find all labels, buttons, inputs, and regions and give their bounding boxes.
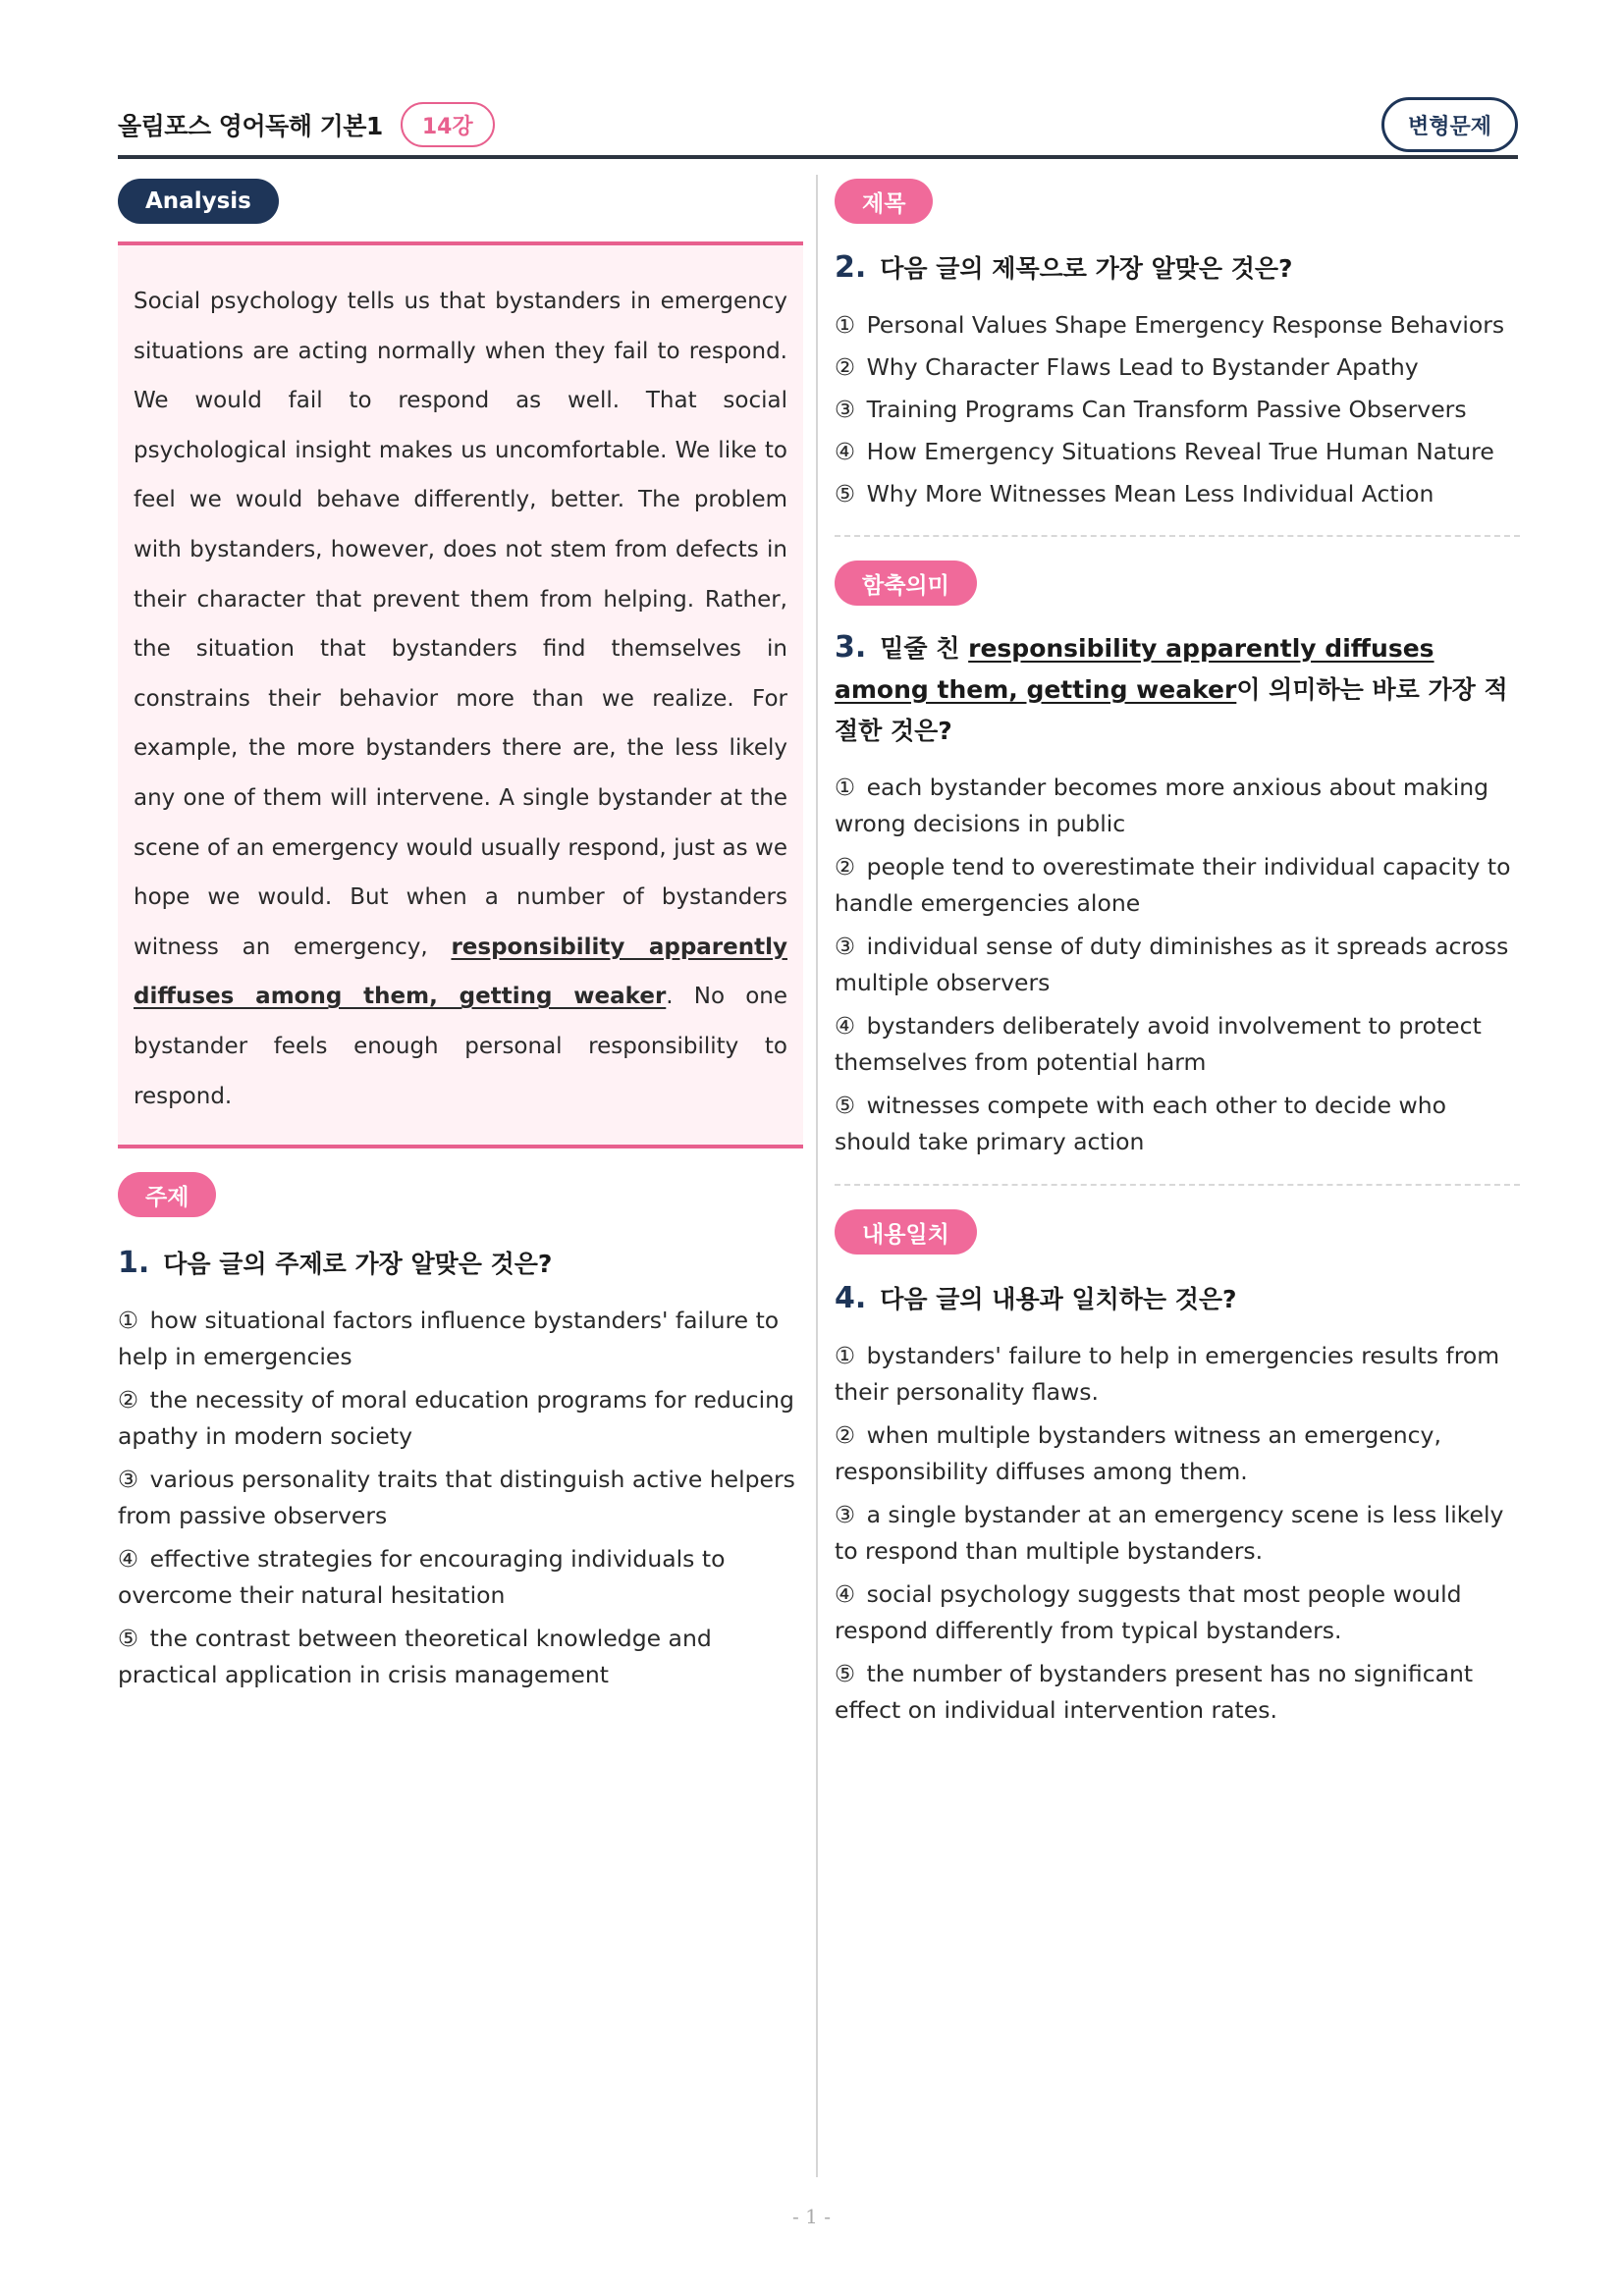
q2-option-5[interactable]	[835, 476, 1520, 511]
analysis-label: Analysis	[118, 179, 279, 224]
option-text: Personal Values Shape Emergency Response Behaviors	[866, 311, 1505, 339]
passage-before: Social psychology tells us that bystanders in emergency situations are acting normally when they fail to respond. We would fail to respond as well. That social psychological insight makes us uncomfortable. We like to feel we would behave differently, better. The problem with bystanders, however, does not stem from defects in their character that prevent them from helping. Rather, the situation that bystanders find themselves in constrains their behavior more than we realize. For example, the more bystanders there are, the less likely any one of them will intervene. A single bystander at the scene of an emergency would usually respond, just as we hope we would. But when a number of bystanders witness an emergency,	[134, 289, 787, 960]
q4-option-4[interactable]	[835, 1576, 1520, 1649]
passage-after: . No one bystander feels enough personal responsibility to respond.	[134, 984, 787, 1109]
q1-heading	[118, 1243, 803, 1285]
q1-option-4[interactable]	[118, 1541, 803, 1614]
option-mark: ④	[835, 1580, 856, 1608]
q3-option-1[interactable]	[835, 770, 1520, 842]
option-text: How Emergency Situations Reveal True Human Nature	[866, 438, 1494, 465]
q4-heading	[835, 1278, 1520, 1320]
option-text: each bystander becomes more anxious about making wrong decisions in public	[835, 774, 1489, 837]
option-text: Why More Witnesses Mean Less Individual Action	[866, 480, 1434, 507]
option-mark: ①	[835, 1342, 856, 1369]
q4-number: 4.	[835, 1281, 867, 1315]
option-mark: ②	[835, 853, 856, 881]
option-mark: ④	[835, 438, 856, 465]
type-badge: 변형문제	[1381, 97, 1518, 152]
option-mark: ①	[835, 774, 856, 801]
option-mark: ②	[835, 353, 856, 381]
option-text: when multiple bystanders witness an emergency, responsibility diffuses among them.	[835, 1421, 1441, 1485]
page-number: - 1 -	[792, 2205, 831, 2228]
q3-option-5[interactable]	[835, 1088, 1520, 1160]
option-mark: ③	[835, 933, 856, 960]
option-text: the contrast between theoretical knowledge and practical application in crisis management	[118, 1625, 712, 1689]
header-rule	[118, 155, 1518, 159]
q3-option-2[interactable]	[835, 849, 1520, 922]
right-column	[835, 179, 1520, 1735]
option-mark: ③	[835, 1501, 856, 1528]
q2-option-2[interactable]	[835, 349, 1520, 385]
q1-number: 1.	[118, 1246, 150, 1281]
book-title: 올림포스 영어독해 기본1	[118, 112, 383, 140]
q1-option-1[interactable]	[118, 1303, 803, 1375]
option-mark: ①	[835, 311, 856, 339]
q1-options	[118, 1303, 803, 1693]
lesson-badge: 14강	[401, 102, 495, 147]
q3-question-underlined: responsibility apparently diffuses among them, getting weaker	[835, 634, 1434, 704]
q3-question-suffix: 이 의미하는 바로 가장 적절한 것은?	[835, 675, 1508, 745]
q1-option-3[interactable]	[118, 1462, 803, 1534]
q3-tag: 함축의미	[835, 561, 977, 606]
option-text: the number of bystanders present has no significant effect on individual intervention rates.	[835, 1660, 1474, 1724]
q2-options	[835, 307, 1520, 511]
q1-option-5[interactable]	[118, 1621, 803, 1693]
option-text: bystanders' failure to help in emergencies results from their personality flaws.	[835, 1342, 1500, 1406]
option-text: how situational factors influence bystanders' failure to help in emergencies	[118, 1307, 780, 1371]
passage-text	[134, 277, 787, 1121]
option-text: Training Programs Can Transform Passive Observers	[866, 396, 1467, 423]
q2-option-1[interactable]	[835, 307, 1520, 343]
section-separator	[835, 1184, 1520, 1186]
question-3	[835, 561, 1520, 1160]
option-mark: ⑤	[835, 1660, 856, 1687]
option-mark: ④	[835, 1012, 856, 1040]
left-column	[118, 179, 803, 1700]
option-text: witnesses compete with each other to decide who should take primary action	[835, 1092, 1447, 1155]
q4-option-3[interactable]	[835, 1497, 1520, 1570]
question-1	[118, 1172, 803, 1693]
q3-heading	[835, 627, 1520, 752]
q2-number: 2.	[835, 250, 867, 285]
q2-tag: 제목	[835, 179, 933, 224]
option-text: bystanders deliberately avoid involvement to protect themselves from potential harm	[835, 1012, 1482, 1076]
option-mark: ⑤	[835, 480, 856, 507]
q2-option-4[interactable]	[835, 434, 1520, 469]
q1-tag: 주제	[118, 1172, 216, 1217]
option-mark: ①	[118, 1307, 139, 1335]
q1-option-2[interactable]	[118, 1382, 803, 1455]
q4-tag: 내용일치	[835, 1209, 977, 1255]
q2-option-3[interactable]	[835, 392, 1520, 427]
section-separator	[835, 535, 1520, 537]
question-2	[835, 179, 1520, 511]
option-mark: ⑤	[118, 1625, 139, 1653]
column-divider	[816, 175, 818, 2177]
page-header	[118, 94, 1518, 155]
q3-option-3[interactable]	[835, 929, 1520, 1001]
question-4	[835, 1209, 1520, 1729]
q3-number: 3.	[835, 630, 867, 665]
option-mark: ④	[118, 1545, 139, 1574]
option-text: the necessity of moral education programs for reducing apathy in modern society	[118, 1386, 794, 1451]
option-text: people tend to overestimate their individual capacity to handle emergencies alone	[835, 853, 1511, 917]
option-text: various personality traits that distinguish active helpers from passive observers	[118, 1466, 795, 1530]
q4-option-5[interactable]	[835, 1656, 1520, 1729]
option-mark: ②	[835, 1421, 856, 1449]
option-mark: ③	[118, 1466, 139, 1494]
q4-option-2[interactable]	[835, 1417, 1520, 1490]
q1-question: 다음 글의 주제로 가장 알맞은 것은?	[163, 1250, 553, 1279]
option-text: social psychology suggests that most people would respond differently from typical bystanders.	[835, 1580, 1462, 1644]
q3-options	[835, 770, 1520, 1160]
option-mark: ②	[118, 1386, 139, 1415]
q2-heading	[835, 247, 1520, 290]
option-mark: ③	[835, 396, 856, 423]
q4-question: 다음 글의 내용과 일치하는 것은?	[880, 1285, 1237, 1313]
q4-option-1[interactable]	[835, 1338, 1520, 1411]
passage-box	[118, 241, 803, 1148]
q3-option-4[interactable]	[835, 1008, 1520, 1081]
header-left	[118, 102, 495, 147]
option-text: effective strategies for encouraging individuals to overcome their natural hesitation	[118, 1545, 726, 1610]
q4-options	[835, 1338, 1520, 1729]
option-mark: ⑤	[835, 1092, 856, 1119]
passage-underlined: responsibility apparently diffuses among them, getting weaker	[134, 934, 787, 1010]
option-text: a single bystander at an emergency scene is less likely to respond than multiple bystanders.	[835, 1501, 1504, 1565]
option-text: Why Character Flaws Lead to Bystander Apathy	[866, 353, 1419, 381]
q3-question-prefix: 밑줄 친	[880, 634, 969, 663]
q2-question: 다음 글의 제목으로 가장 알맞은 것은?	[880, 254, 1293, 283]
option-text: individual sense of duty diminishes as it spreads across multiple observers	[835, 933, 1509, 996]
